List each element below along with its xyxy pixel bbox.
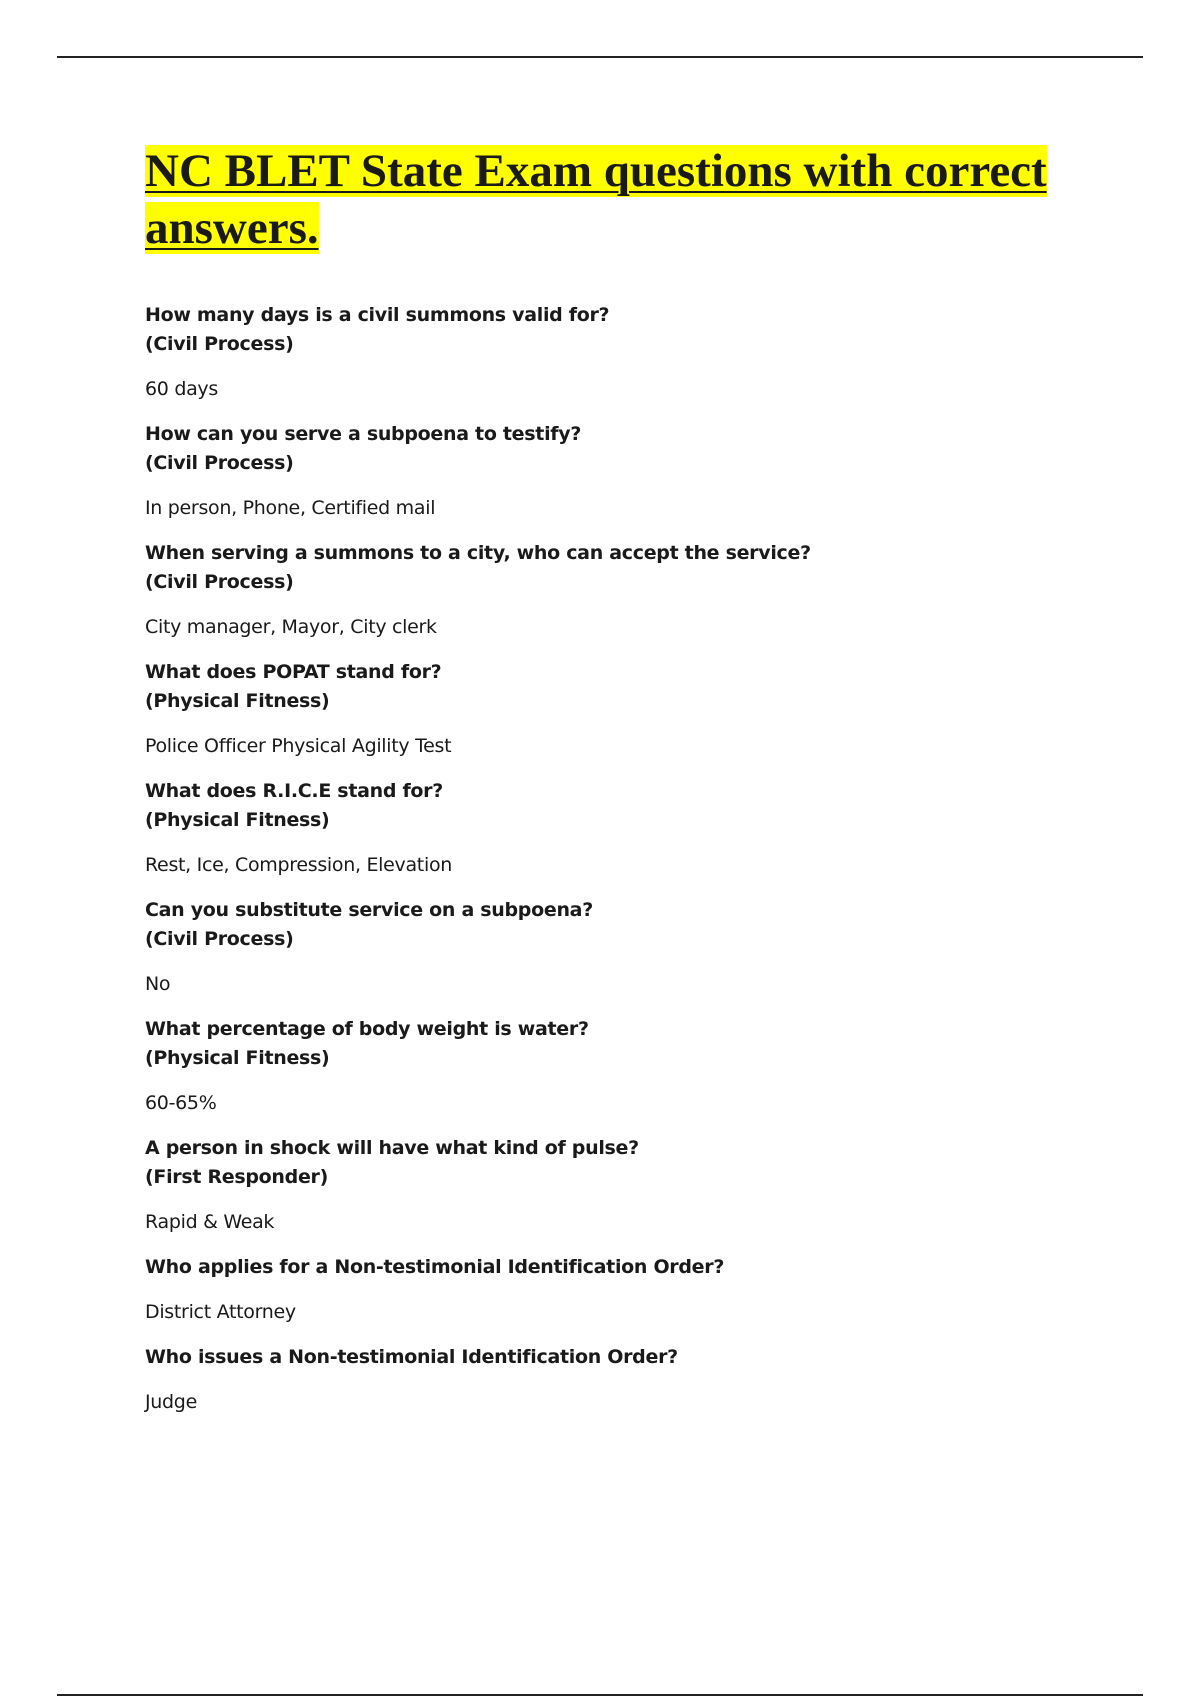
document-body (145, 143, 1105, 1433)
top-rule (57, 56, 1143, 58)
category: (Physical Fitness) (145, 1047, 330, 1069)
qa-item-8 (145, 1134, 1105, 1237)
qa-item-5 (145, 777, 1105, 880)
question: Can you substitute service on a subpoena? (145, 899, 593, 921)
qa-item-7 (145, 1015, 1105, 1118)
qa-item-9 (145, 1253, 1105, 1327)
answer: In person, Phone, Certified mail (145, 497, 436, 519)
category: (Civil Process) (145, 928, 294, 950)
document-title (145, 143, 1105, 257)
bottom-rule (57, 1694, 1143, 1696)
category: (First Responder) (145, 1166, 328, 1188)
answer: 60 days (145, 378, 218, 400)
category: (Civil Process) (145, 333, 294, 355)
category: (Physical Fitness) (145, 690, 330, 712)
category: (Civil Process) (145, 452, 294, 474)
qa-item-6 (145, 896, 1105, 999)
category: (Physical Fitness) (145, 809, 330, 831)
question: When serving a summons to a city, who can accept the service? (145, 542, 811, 564)
question: Who applies for a Non-testimonial Identification Order? (145, 1256, 725, 1278)
qa-item-10 (145, 1343, 1105, 1417)
qa-item-4 (145, 658, 1105, 761)
question: Who issues a Non-testimonial Identification Order? (145, 1346, 678, 1368)
answer: 60-65% (145, 1092, 217, 1114)
question: What does R.I.C.E stand for? (145, 780, 443, 802)
question: How can you serve a subpoena to testify? (145, 423, 582, 445)
answer: District Attorney (145, 1301, 296, 1323)
qa-item-2 (145, 420, 1105, 523)
answer: Police Officer Physical Agility Test (145, 735, 452, 757)
answer: Judge (145, 1391, 197, 1413)
answer: Rest, Ice, Compression, Elevation (145, 854, 453, 876)
answer: No (145, 973, 171, 995)
question: How many days is a civil summons valid for? (145, 304, 610, 326)
question: What percentage of body weight is water? (145, 1018, 589, 1040)
category: (Civil Process) (145, 571, 294, 593)
question: What does POPAT stand for? (145, 661, 442, 683)
answer: Rapid & Weak (145, 1211, 275, 1233)
document-title-text: NC BLET State Exam questions with correct answers. (145, 145, 1047, 254)
qa-item-1 (145, 301, 1105, 404)
question: A person in shock will have what kind of pulse? (145, 1137, 639, 1159)
answer: City manager, Mayor, City clerk (145, 616, 437, 638)
qa-item-3 (145, 539, 1105, 642)
